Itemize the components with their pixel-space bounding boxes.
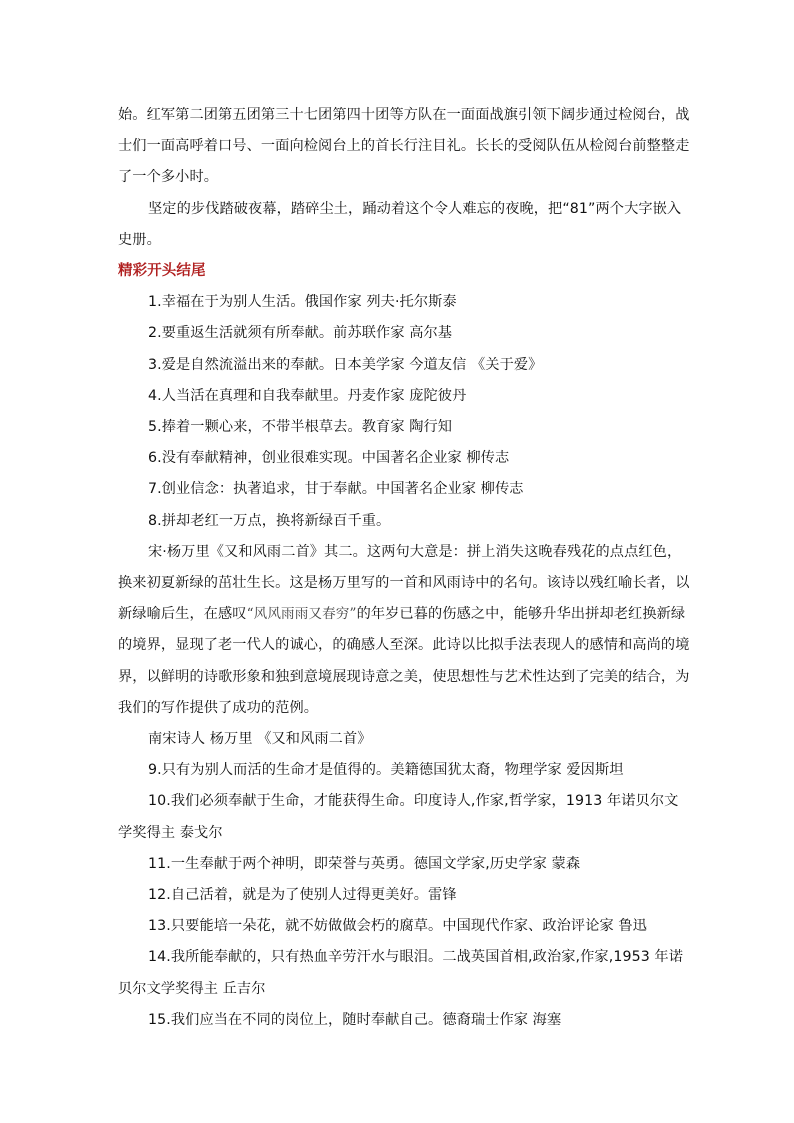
quote-item: 12.自己活着，就是为了使别人过得更美好。雷锋 [148,887,457,904]
quote-item: 1.幸福在于为别人生活。俄国作家 列夫·托尔斯泰 [148,294,457,311]
paragraph-history: 坚定的步伐踏破夜幕，踏碎尘土，踊动着这个令人难忘的夜晚，把“81”两个大字嵌入史册。 [118,200,682,248]
quote-item: 11.一生奉献于两个神明，即荣誉与英勇。德国文学家,历史学家 蒙森 [148,855,581,872]
quote-item: 5.捧着一颗心来，不带半根草去。教育家 陶行知 [148,419,453,436]
quote-item: 15.我们应当在不同的岗位上，随时奉献自己。德裔瑞士作家 海塞 [148,1011,562,1028]
quote-item: 3.爱是自然流溢出来的奉献。日本美学家 今道友信 《关于爱》 [148,356,543,373]
quote-item: 7.创业信念：执著追求，甘于奉献。中国著名企业家 柳传志 [148,481,524,498]
quote-item: 8.拼却老红一万点，换将新绿百千重。 [148,512,391,529]
poem-text-before: 宋·杨万里《又和风雨二首》其二。这两句大意是：拼上消失这晚春残花的点点红色，换来初夏新绿的茁壮生长。这是杨万里写的一首和风雨诗中的名句。该诗以残红喻长者，以新绿喻后生，在感叹 [118,543,690,623]
poem-quote: “风风雨雨又春穷” [246,606,357,623]
poem-explanation [118,537,692,724]
quote-item: 10.我们必须奉献于生命，才能获得生命。印度诗人,作家,哲学家，1913 年诺贝尔文学奖得主 泰戈尔 [118,793,679,841]
quote-item: 14.我所能奉献的，只有热血辛劳汗水与眼泪。二战英国首相,政治家,作家,1953 年诺贝尔文学奖得主 丘吉尔 [118,949,684,997]
section-heading: 精彩开头结尾 [118,263,206,280]
document-body [118,100,692,1036]
quote-item: 4.人当活在真理和自我奉献里。丹麦作家 庞陀彼丹 [148,387,467,404]
paragraph-parade-end: 始。红军第二团第五团第三十七团第四十团等方队在一面面战旗引领下阔步通过检阅台，战士们一面高呼着口号、一面向检阅台上的首长行注目礼。长长的受阅队伍从检阅台前整整走了一个多小时。 [118,107,690,186]
poem-attribution: 南宋诗人 杨万里 《又和风雨二首》 [148,731,372,748]
quote-item: 9.只有为别人而活的生命才是值得的。美籍德国犹太裔，物理学家 爱因斯坦 [148,762,624,779]
quote-item: 6.没有奉献精神，创业很难实现。中国著名企业家 柳传志 [148,450,510,467]
quote-item: 2.要重返生活就须有所奉献。前苏联作家 高尔基 [148,325,453,342]
poem-text-after: 的年岁已暮的伤感之中，能够升华出拼却老红换新绿的境界，显现了老一代人的诚心，的确感人至深。此诗以比拟手法表现人的感情和高尚的境界，以鲜明的诗歌形象和独到意境展现诗意之美，使思想性与艺术性达到了完美的结合，为我们的写作提供了成功的范例。 [118,606,690,716]
quote-item: 13.只要能培一朵花，就不妨做做会朽的腐草。中国现代作家、政治评论家 鲁迅 [148,918,647,935]
